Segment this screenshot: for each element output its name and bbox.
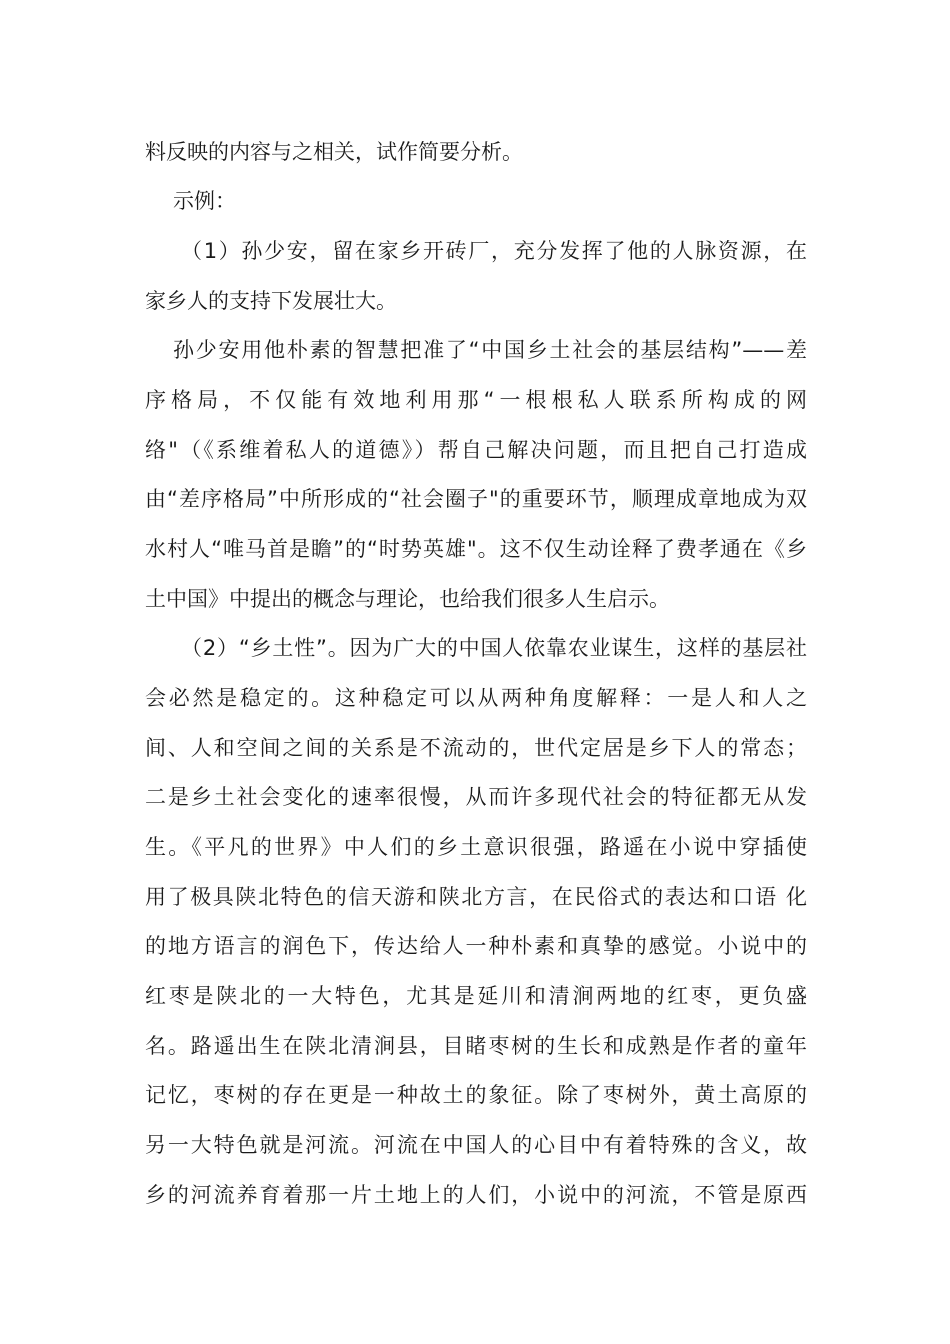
text-line: 家乡人的支持下发展壮大。 <box>145 289 397 313</box>
text-line: 由“差序格局”中所形成的“社会圈子"的重要环节，顺理成章地成为双 <box>145 487 807 511</box>
text-line: 的地方语言的润色下，传达给人一种朴素和真挚的感觉。小说中的 <box>145 934 807 958</box>
text-line: 间、人和空间之间的关系是不流动的，世代定居是乡下人的常态； <box>145 736 807 760</box>
text-line: 序格局，不仅能有效地利用那“一根根私人联系所构成的网 <box>145 388 807 412</box>
text-line: 红枣是陕北的一大特色，尤其是延川和清涧两地的红枣，更负盛 <box>145 984 807 1008</box>
text-line: 二是乡土社会变化的速率很慢，从而许多现代社会的特征都无从发 <box>145 785 807 809</box>
text-line: 土中国》中提出的概念与理论，也给我们很多人生启示。 <box>145 587 670 611</box>
text-line: （2）“乡土性”。因为广大的中国人依靠农业谋生，这样的基层社 <box>181 636 807 660</box>
text-line: 会必然是稳定的。这种稳定可以从两种角度解释：一是人和人之 <box>145 686 807 710</box>
text-line: 名。路遥出生在陕北清涧县，目睹枣树的生长和成熟是作者的童年 <box>145 1034 807 1058</box>
text-line: 记忆，枣树的存在更是一种故土的象征。除了枣树外，黄土高原的 <box>145 1083 807 1107</box>
text-line: 示例： <box>173 189 236 213</box>
text-line: 孙少安用他朴素的智慧把准了“中国乡土社会的基层结构”——差 <box>173 338 807 362</box>
text-line: 生。《平凡的世界》中人们的乡土意识很强，路遥在小说中穿插使 <box>145 835 807 859</box>
text-line: 料反映的内容与之相关，试作简要分析。 <box>145 140 523 164</box>
text-line: 用了极具陕北特色的信天游和陕北方言，在民俗式的表达和口语 化 <box>145 885 807 909</box>
text-line: 水村人“唯马首是瞻”的“时势英雄"。这不仅生动诠释了费孝通在《乡 <box>145 537 807 561</box>
text-line: 乡的河流养育着那一片土地上的人们，小说中的河流，不管是原西 <box>145 1183 807 1207</box>
text-line: （1）孙少安，留在家乡开砖厂，充分发挥了他的人脉资源，在 <box>181 239 807 263</box>
text-line: 另一大特色就是河流。河流在中国人的心目中有着特殊的含义，故 <box>145 1133 807 1157</box>
text-line: 络"（《系维着私人的道德》）帮自己解决问题，而且把自己打造成 <box>145 438 807 462</box>
